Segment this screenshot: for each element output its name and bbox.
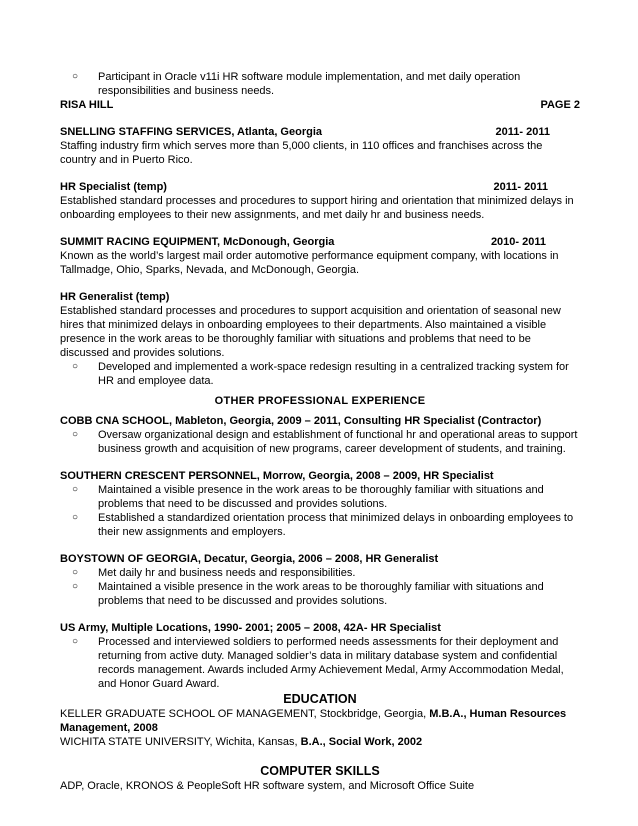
education-entry: KELLER GRADUATE SCHOOL OF MANAGEMENT, Stockbridge, Georgia, M.B.A., Human Resources Management, 2008 xyxy=(60,708,567,734)
job-dates: 2011- 2011 xyxy=(493,181,548,193)
job-company: SNELLING STAFFING SERVICES, Atlanta, Georgia xyxy=(60,126,322,138)
job-summit xyxy=(60,235,580,277)
job-cobb xyxy=(60,414,580,456)
job-title: HR Generalist (temp) xyxy=(60,291,170,303)
list-item: ○ Processed and interviewed soldiers to performed needs assessments for their deployment and returning from active duty. Managed soldier’s data in military database system and confidential records management. Awards included Army Achievement Medal, Army Accommodation Medal, and Honor Guard Award. xyxy=(72,636,564,690)
section-title-computer-skills: COMPUTER SKILLS xyxy=(260,764,380,778)
bullet-icon: ○ xyxy=(72,429,79,440)
list-item: ○ Oversaw organizational design and establishment of functional hr and operational areas to support business growth and acquisition of new programs, career development of students, and training. xyxy=(72,429,578,455)
job-boystown xyxy=(60,552,580,608)
page-header xyxy=(60,98,580,112)
job-dates: 2010- 2011 xyxy=(490,236,546,248)
list-item: ○ Established a standardized orientation process that minimized delays in onboarding employees to their new assignments and employers. xyxy=(72,512,574,538)
resume-page xyxy=(60,70,580,793)
job-description: Staffing industry firm which serves more than 5,000 clients, in 110 offices and franchises across the country and in Puerto Rico. xyxy=(60,140,543,166)
education-entry: WICHITA STATE UNIVERSITY, Wichita, Kansas, B.A., Social Work, 2002 xyxy=(60,736,423,748)
job-title: BOYSTOWN OF GEORGIA, Decatur, Georgia, 2006 – 2008, HR Generalist xyxy=(60,553,439,565)
job-southern-crescent xyxy=(60,469,580,539)
list-item: ○ Maintained a visible presence in the work areas to be thoroughly familiar with situations and problems that need to be discussed and provides solutions. xyxy=(72,581,544,607)
bullet-icon: ○ xyxy=(72,512,79,523)
bullet-icon: ○ xyxy=(72,636,79,647)
job-title: COBB CNA SCHOOL, Mableton, Georgia, 2009 – 2011, Consulting HR Specialist (Contractor) xyxy=(60,415,542,427)
job-dates: 2011- 2011 xyxy=(495,126,550,138)
bullet-icon: ○ xyxy=(72,361,79,372)
list-item: ○ Developed and implemented a work-space redesign resulting in a centralized tracking system for HR and employee data. xyxy=(72,361,569,387)
job-description: Established standard processes and procedures to support hiring and orientation that minimized delays in onboarding employees to their new assignments, and met daily hr and business needs. xyxy=(60,195,574,221)
bullet-icon: ○ xyxy=(72,71,79,82)
candidate-name: RISA HILL xyxy=(60,99,114,111)
job-snelling xyxy=(60,125,580,167)
job-description: Established standard processes and procedures to support acquisition and orientation of seasonal new hires that minimized delays in onboarding employees to their departments. Also maintained a visible presence in the work areas to be thoroughly familiar with situations and problems that need to be discussed and provides solutions. xyxy=(60,305,561,359)
job-company: SUMMIT RACING EQUIPMENT, McDonough, Georgia xyxy=(60,236,335,248)
job-hr-generalist xyxy=(60,290,580,388)
job-us-army xyxy=(60,621,580,691)
job-title: HR Specialist (temp) xyxy=(60,181,167,193)
section-title-other-experience: OTHER PROFESSIONAL EXPERIENCE xyxy=(214,395,426,407)
section-title-education: EDUCATION xyxy=(283,692,357,706)
bullet-icon: ○ xyxy=(72,567,79,578)
bullet-icon: ○ xyxy=(72,484,79,495)
bullet-icon: ○ xyxy=(72,581,79,592)
list-item: ○ Maintained a visible presence in the work areas to be thoroughly familiar with situations and problems that need to be discussed and provides solutions. xyxy=(72,484,544,510)
job-title: SOUTHERN CRESCENT PERSONNEL, Morrow, Georgia, 2008 – 2009, HR Specialist xyxy=(60,470,494,482)
job-description: Known as the world’s largest mail order automotive performance equipment company, with locations in Tallmadge, Ohio, Sparks, Nevada, and McDonough, Georgia. xyxy=(60,250,559,276)
top-bullet: ○ Participant in Oracle v11i HR software module implementation, and met daily operation responsibilities and business needs. xyxy=(72,71,521,97)
skills-text: ADP, Oracle, KRONOS & PeopleSoft HR software system, and Microsoft Office Suite xyxy=(60,780,475,792)
job-hr-specialist xyxy=(60,180,580,222)
page-number: PAGE 2 xyxy=(540,99,580,111)
job-title: US Army, Multiple Locations, 1990- 2001; 2005 – 2008, 42A- HR Specialist xyxy=(60,622,441,634)
list-item: ○ Met daily hr and business needs and responsibilities. xyxy=(72,567,356,579)
